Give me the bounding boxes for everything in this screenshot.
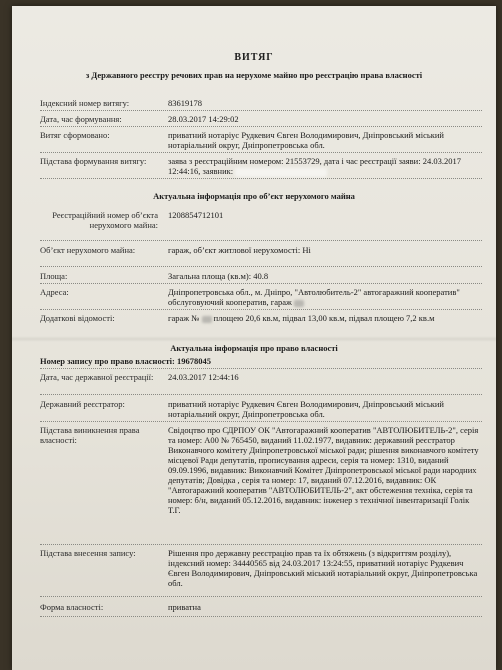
field-label: Дата, час формування: xyxy=(40,114,122,124)
field-label: Площа: xyxy=(40,271,68,281)
field-value: приватний нотаріус Рудкевич Євген Володимирович, Дніпровський міський нотаріальний округ, Дніпропетровська обл. xyxy=(168,399,444,419)
field-value: 24.03.2017 12:44:16 xyxy=(168,372,239,382)
field-value: 28.03.2017 14:29:02 xyxy=(168,114,239,124)
field-value: Загальна площа (кв.м): 40.8 xyxy=(168,271,269,281)
field-label: Державний реєстратор: xyxy=(40,399,125,409)
divider xyxy=(40,596,482,597)
field-label: Об’єкт нерухомого майна: xyxy=(40,245,136,255)
divider xyxy=(40,421,482,422)
field-value: Дніпропетровська обл., м. Дніпро, "Автолюбитель-2" автогаражний кооператив" обслуговуючий кооператив, гараж xyxy=(168,287,460,307)
record-number: Номер запису про право власності: 19678045 xyxy=(40,356,211,366)
field-value: гараж, об’єкт житлової нерухомості: Ні xyxy=(168,245,311,255)
document-subtitle: з Державного реєстру речових прав на нерухоме майно про реєстрацію права власності xyxy=(85,70,423,80)
field-value: Рішення про державну реєстрацію прав та їх обтяжень (з відкриттям розділу), індексний номер: 34440565 від 24.03.2017 13:24:55, приватний нотаріус Рудкевич Євген Володимирович, Дніпровський міський нотаріальний округ, Дніпропетровська обл. xyxy=(168,548,478,588)
field-value: Свідоцтво про СДРПОУ ОК "Автогаражний кооператив "АВТОЛЮБИТЕЛЬ-2", серія та номер: А00 № 765450, виданий 11.02.1977, видавник: державний реєстратор Виконавчого комітету Дніпропетровської міської ради; рішення виконавчого комітету місцевої Ради депутатів, прописування адреси, серія та номер: 1310, виданий 09.09.1996, видавник: Виконавчий Комітет Дніпропетровської міської ради народних депутатів; Довідка , серія та номер: 17, виданий 07.12.2016, видавник: ОК "Автогаражний кооператив "АВТОЛЮБИТЕЛЬ-2", акт обстеження техніка, серія та номер: б/н, виданий 05.12.2016, видавник: інженер з технічної інвентаризації Голік Т.Г. xyxy=(168,425,479,515)
divider xyxy=(40,178,482,179)
divider xyxy=(40,368,482,369)
rights-section-heading: Актуальна інформація про право власності xyxy=(170,343,338,353)
field-label: Підстава виникнення права власності: xyxy=(40,425,140,445)
field-value: 83619178 xyxy=(168,98,202,108)
field-label: Реєстраційний номер об’єкта нерухомого майна: xyxy=(52,210,158,230)
redaction xyxy=(294,300,304,307)
field-value: приватна xyxy=(168,602,201,612)
field-label: Підстава формування витягу: xyxy=(40,156,147,166)
divider xyxy=(40,240,482,241)
object-section-heading: Актуальна інформація про об’єкт нерухомого майна xyxy=(153,191,355,201)
field-label: Форма власності: xyxy=(40,602,104,612)
divider xyxy=(40,266,482,267)
field-label: Підстава внесення запису: xyxy=(40,548,136,558)
field-value: приватний нотаріус Рудкевич Євген Володимирович, Дніпровський міський нотаріальний округ, Дніпропетровська обл. xyxy=(168,130,444,150)
divider xyxy=(40,283,482,284)
field-label: Витяг сформовано: xyxy=(40,130,110,140)
field-label: Додаткові відомості: xyxy=(40,313,115,323)
field-value: заява з реєстраційним номером: 21553729, дата і час реєстрації заяви: 24.03.2017 12:44:16, заявник: xyxy=(168,156,461,176)
paper-crease xyxy=(12,336,496,342)
divider xyxy=(40,394,482,395)
divider xyxy=(40,616,482,617)
divider xyxy=(40,152,482,153)
field-value: гараж № площею 20,6 кв.м, підвал 13,00 кв.м, підвал площею 7,2 кв.м xyxy=(168,313,435,323)
divider xyxy=(40,110,482,111)
field-label: Індексний номер витягу: xyxy=(40,98,130,108)
document-title: ВИТЯГ xyxy=(234,52,274,63)
redaction xyxy=(202,316,212,323)
divider xyxy=(40,544,482,545)
divider xyxy=(40,309,482,310)
field-label: Дата, час державної реєстрації: xyxy=(40,372,154,382)
divider xyxy=(40,126,482,127)
redaction xyxy=(235,168,327,177)
field-value: 1208854712101 xyxy=(168,210,224,220)
document-page xyxy=(12,6,496,670)
field-label: Адреса: xyxy=(40,287,69,297)
